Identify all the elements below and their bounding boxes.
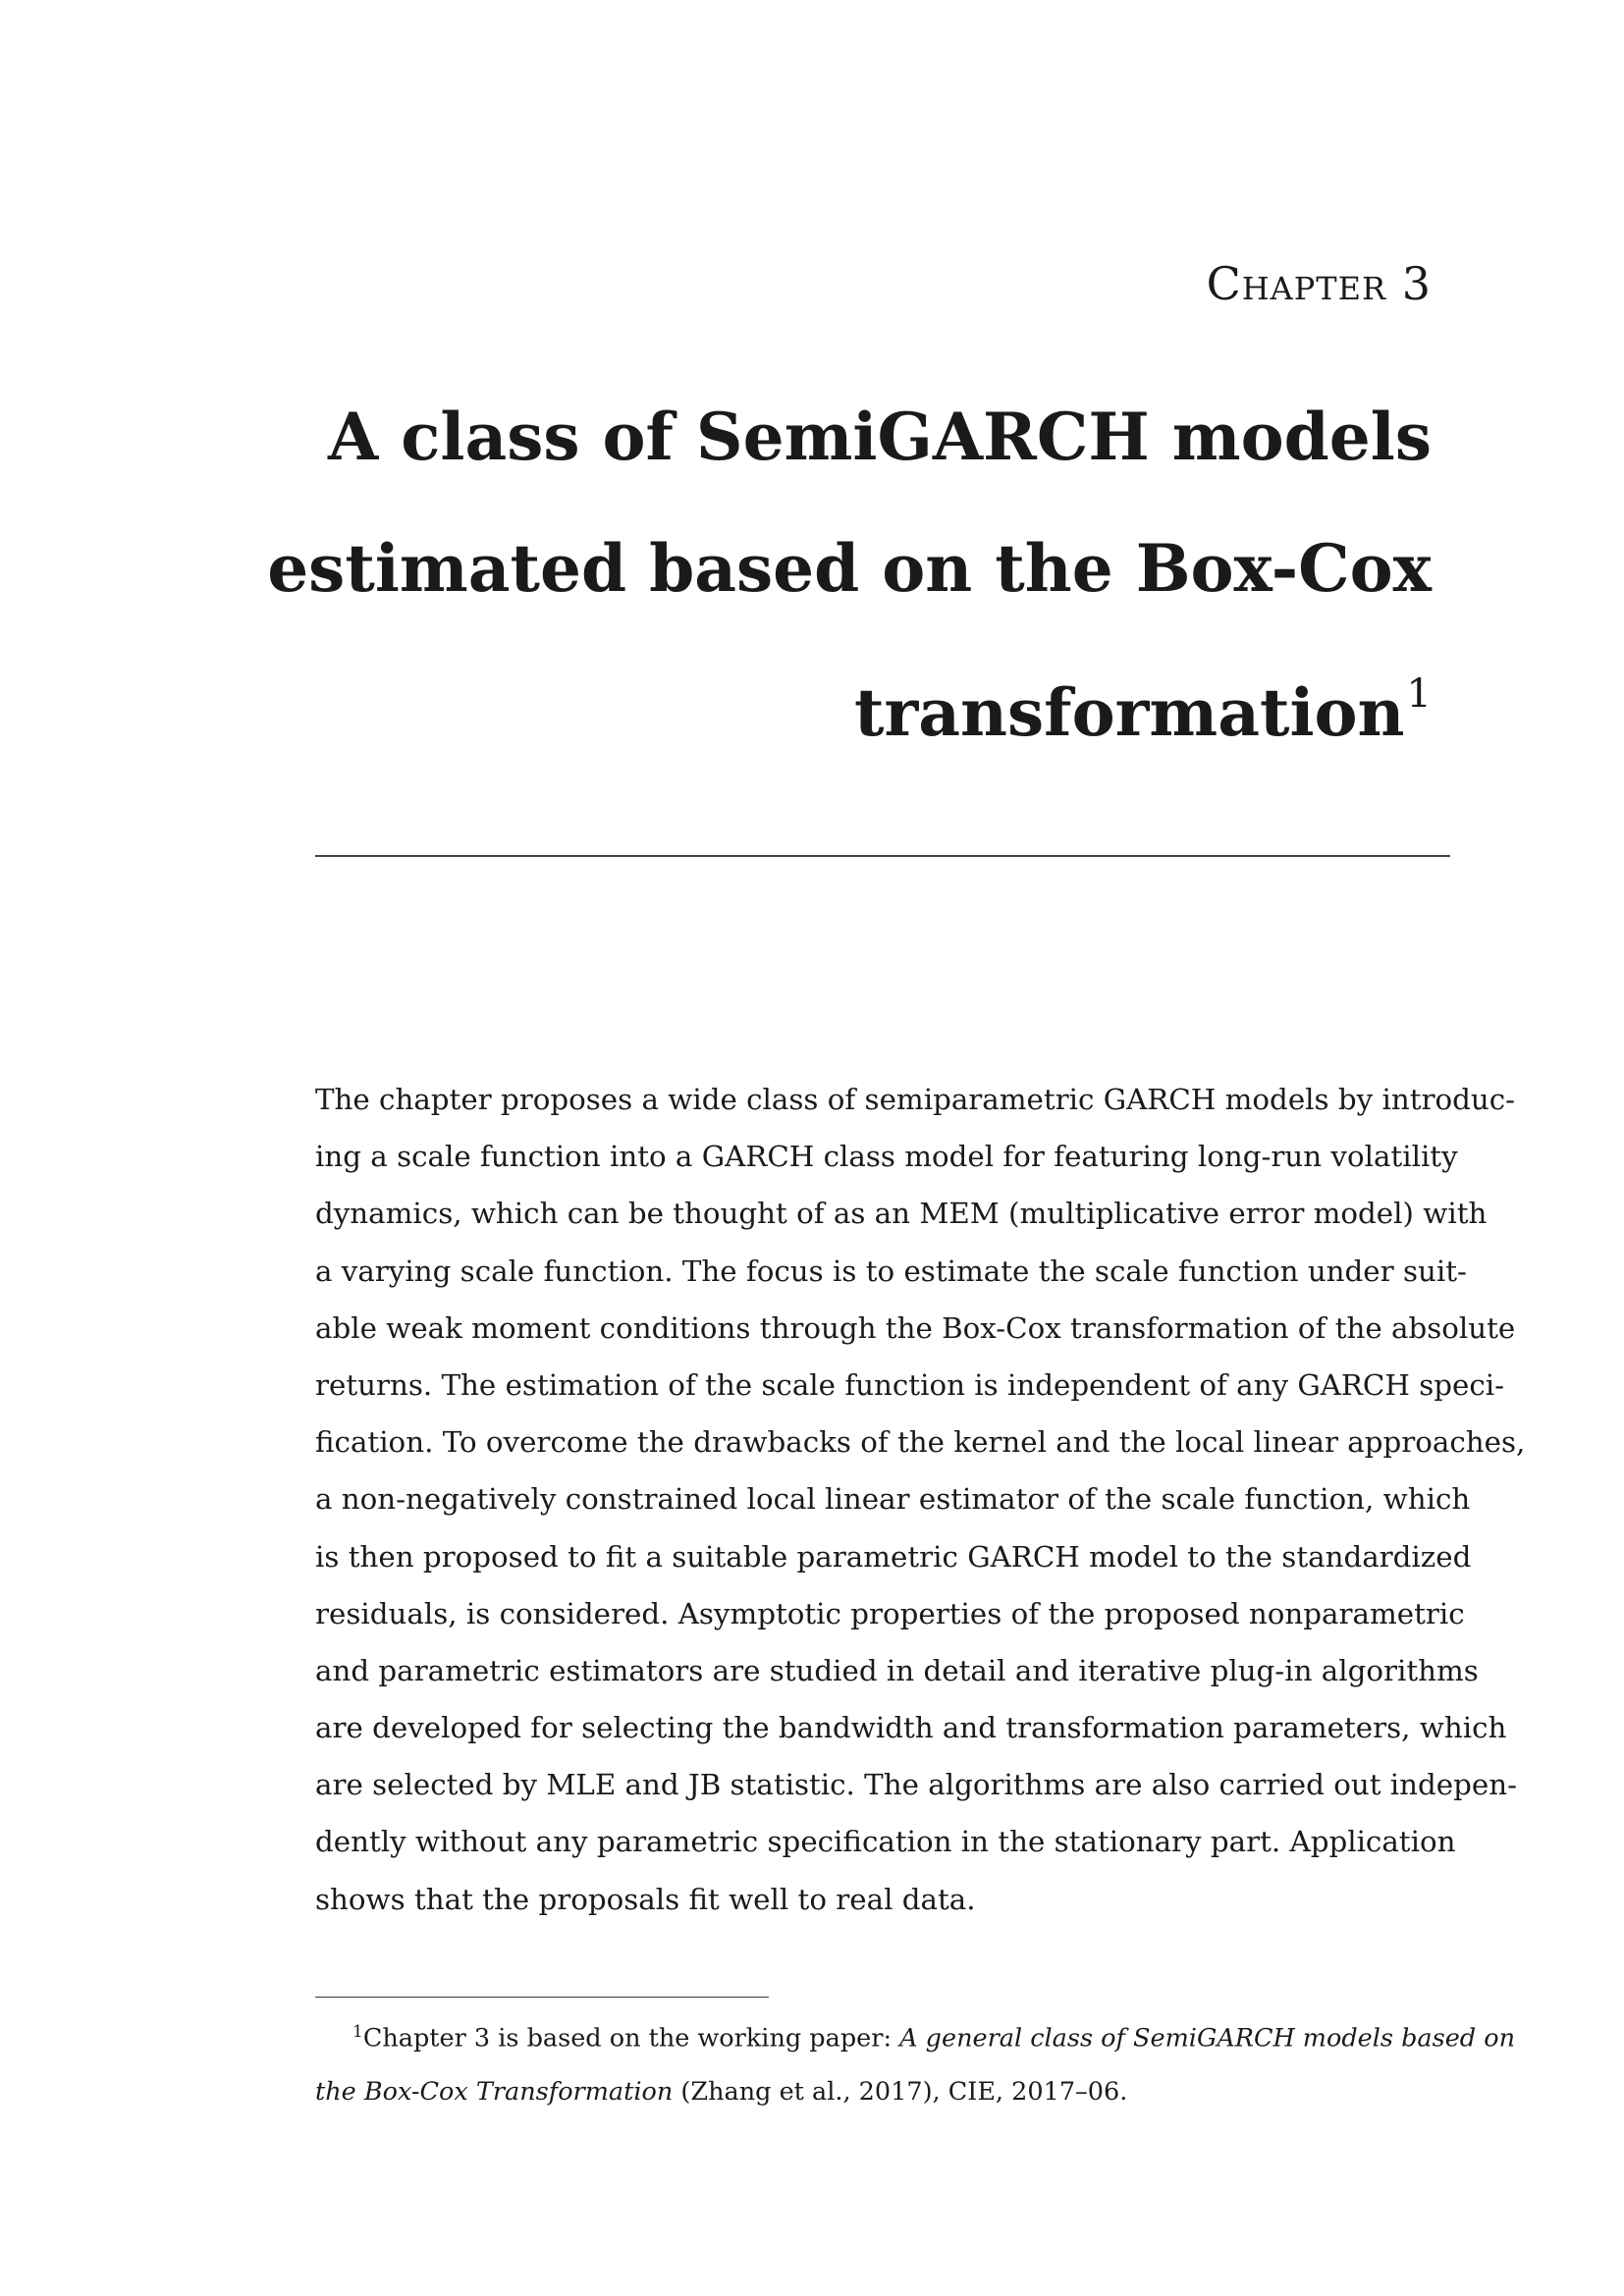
chapter-label: Chapter 3 (1206, 257, 1432, 310)
footnote-line-1 (315, 2005, 1515, 2065)
abstract-line: The chapter proposes a wide class of semiparametric GARCH models by introduc- (315, 1083, 1516, 1116)
abstract-line: are selected by MLE and JB statistic. The algorithms are also carried out indepen- (315, 1768, 1517, 1802)
abstract-line: a varying scale function. The focus is to estimate the scale function under suit- (315, 1254, 1467, 1288)
chapter-title (204, 371, 1432, 778)
title-line-3-text: transformation (854, 674, 1405, 751)
footnote-mark: 1 (352, 2022, 363, 2042)
title-line-1: A class of SemiGARCH models (328, 399, 1432, 475)
footnote-divider (315, 1997, 769, 1998)
abstract (315, 1071, 1526, 1928)
footnote-title-part-1: A general class of SemiGARCH models based on (899, 2023, 1515, 2054)
title-footnote-mark: 1 (1406, 671, 1432, 717)
title-line-2: estimated based on the Box-Cox (267, 530, 1432, 607)
abstract-line: residuals, is considered. Asymptotic properties of the proposed nonparametric (315, 1596, 1465, 1630)
footnote (315, 2005, 1515, 2118)
abstract-line: and parametric estimators are studied in detail and iterative plug-in algorithms (315, 1653, 1479, 1687)
abstract-line: able weak moment conditions through the Box-Cox transformation of the absolute (315, 1310, 1516, 1345)
abstract-line: shows that the proposals fit well to real data. (315, 1882, 976, 1916)
footnote-text-after: (Zhang et al., 2017), CIE, 2017–06. (673, 2076, 1128, 2107)
abstract-line: a non-negatively constrained local linear estimator of the scale function, which (315, 1482, 1471, 1517)
abstract-line: returns. The estimation of the scale function is independent of any GARCH speci- (315, 1367, 1505, 1402)
abstract-line: dynamics, which can be thought of as an MEM (multiplicative error model) with (315, 1197, 1488, 1231)
abstract-line: fication. To overcome the drawbacks of the kernel and the local linear approaches, (315, 1425, 1526, 1460)
abstract-line: are developed for selecting the bandwidth and transformation parameters, which (315, 1711, 1507, 1745)
abstract-line: dently without any parametric specification in the stationary part. Application (315, 1825, 1456, 1859)
title-divider (315, 855, 1450, 857)
footnote-text-before: Chapter 3 is based on the working paper: (362, 2023, 900, 2054)
abstract-line: ing a scale function into a GARCH class model for featuring long-run volatility (315, 1140, 1458, 1174)
title-line-3 (204, 634, 1432, 778)
footnote-title-part-2: the Box-Cox Transformation (315, 2076, 674, 2107)
abstract-line: is then proposed to fit a suitable parametric GARCH model to the standardized (315, 1539, 1472, 1574)
footnote-line-2 (315, 2065, 1450, 2118)
